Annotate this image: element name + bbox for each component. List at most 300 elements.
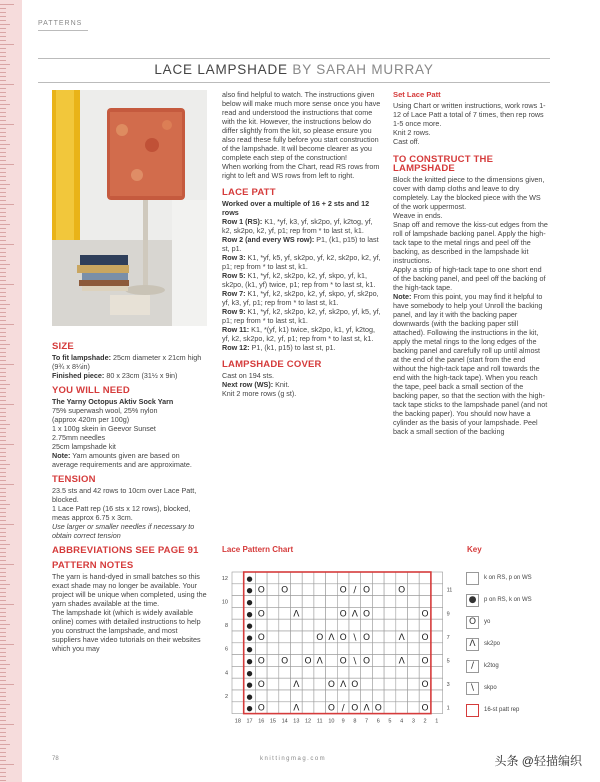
pattern-row: Row 7: K1, *yf, k2, sk2po, k2, yf, skpo, yf, sk2po, yf, k3, yf, p1; rep from * to last st, k1. bbox=[222, 289, 379, 307]
column-number: 14 bbox=[281, 718, 288, 725]
ruler-tick bbox=[0, 364, 14, 365]
pattern-rows bbox=[222, 217, 382, 352]
chart-cell bbox=[372, 596, 384, 608]
ruler-tick bbox=[0, 404, 14, 405]
ruler-tick bbox=[0, 696, 6, 697]
chart-cell bbox=[267, 607, 279, 619]
cover-text: Next row (WS): Knit. bbox=[222, 380, 290, 389]
watermark: 头条 @轻描编织 bbox=[494, 754, 582, 768]
ruler-tick bbox=[0, 408, 6, 409]
chart-symbol: O bbox=[421, 609, 429, 620]
lace-pattern-chart bbox=[218, 560, 463, 732]
cover-text: Cast on 194 sts. bbox=[222, 371, 274, 380]
ruler-tick bbox=[0, 664, 10, 665]
chart-symbol: Λ bbox=[351, 609, 358, 620]
ruler-tick bbox=[0, 572, 6, 573]
ruler-tick bbox=[0, 540, 6, 541]
chart-cell bbox=[408, 596, 420, 608]
chart-cell bbox=[384, 702, 396, 714]
ruler-tick bbox=[0, 560, 6, 561]
ruler-tick bbox=[0, 316, 6, 317]
need-line: 75% superwash wool, 25% nylon bbox=[52, 406, 158, 415]
ruler-tick bbox=[0, 740, 6, 741]
chart-cell bbox=[349, 690, 361, 702]
chart-cell bbox=[302, 572, 314, 584]
pattern-row: Row 2 (and every WS row): P1, (k1, p15) to last st, p1. bbox=[222, 235, 379, 253]
column-number: 6 bbox=[376, 718, 380, 725]
chart-cell bbox=[337, 596, 349, 608]
chart-symbol: ● bbox=[246, 657, 253, 666]
chart-cell bbox=[384, 690, 396, 702]
ruler-tick bbox=[0, 104, 10, 105]
chart-cell bbox=[232, 584, 244, 596]
chart-cell bbox=[279, 631, 291, 643]
chart-cell bbox=[372, 584, 384, 596]
pattern-row: Row 9: K1, *yf, k2, sk2po, k2, yf, sk2po, yf, k5, yf, p1; rep from * to last st, k1. bbox=[222, 307, 381, 325]
key-label: sk2po bbox=[484, 641, 501, 647]
ruler-tick bbox=[0, 580, 6, 581]
chart-cell bbox=[349, 666, 361, 678]
ruler-tick bbox=[0, 660, 6, 661]
chart-cell bbox=[267, 596, 279, 608]
chart-cell bbox=[279, 596, 291, 608]
ruler-tick bbox=[0, 196, 6, 197]
ruler-tick bbox=[0, 180, 6, 181]
size-heading: SIZE bbox=[52, 341, 74, 352]
ruler-tick bbox=[0, 744, 10, 745]
chart-symbol: ● bbox=[246, 645, 253, 654]
chart-cell bbox=[419, 596, 431, 608]
chart-cell bbox=[372, 607, 384, 619]
chart-cell bbox=[279, 572, 291, 584]
ruler-tick bbox=[0, 520, 6, 521]
chart-symbol: Λ bbox=[398, 632, 405, 643]
ruler-tick bbox=[0, 676, 6, 677]
ruler-tick bbox=[0, 256, 6, 257]
chart-symbol: ● bbox=[246, 586, 253, 595]
chart-title: Lace Pattern Chart bbox=[222, 545, 294, 554]
column-number: 11 bbox=[316, 718, 323, 725]
chart-cell bbox=[408, 655, 420, 667]
key-symbol bbox=[466, 572, 479, 585]
ruler-tick bbox=[0, 452, 6, 453]
pattern-row: Row 3: K1, *yf, k5, yf, sk2po, yf, k2, sk2po, k2, yf, p1; rep from * to last st, k1. bbox=[222, 253, 381, 271]
pattern-row: Row 12: P1, (k1, p15) to last st, p1. bbox=[222, 343, 336, 352]
lace-patt-subheading: Worked over a multiple of 16 + 2 sts and 12 rows bbox=[222, 199, 370, 217]
chart-symbol: O bbox=[421, 656, 429, 667]
chart-cell bbox=[267, 619, 279, 631]
need-line: (approx 420m per 100g) bbox=[52, 415, 130, 424]
chart-cell bbox=[384, 655, 396, 667]
ruler-tick bbox=[0, 588, 6, 589]
chart-cell bbox=[255, 666, 267, 678]
key-item bbox=[466, 616, 576, 630]
ruler-tick bbox=[0, 296, 6, 297]
chart-cell bbox=[232, 655, 244, 667]
chart-cell bbox=[255, 690, 267, 702]
ruler-tick bbox=[0, 276, 6, 277]
ruler-tick bbox=[0, 96, 6, 97]
ruler-tick bbox=[0, 564, 14, 565]
chart-cell bbox=[279, 619, 291, 631]
chart-cell bbox=[349, 572, 361, 584]
ruler-tick bbox=[0, 428, 6, 429]
lampshade-photo bbox=[52, 90, 207, 326]
chart-cell bbox=[431, 607, 443, 619]
ruler-tick bbox=[0, 504, 10, 505]
ruler-tick bbox=[0, 136, 6, 137]
ruler-tick bbox=[0, 236, 6, 237]
ruler-tick bbox=[0, 420, 6, 421]
ruler-tick bbox=[0, 732, 6, 733]
ruler-tick bbox=[0, 576, 6, 577]
key-symbol: \ bbox=[466, 682, 479, 695]
chart-symbol: Λ bbox=[293, 703, 300, 714]
page-title: LACE LAMPSHADE BY SARAH MURRAY bbox=[154, 62, 434, 77]
ruler-tick bbox=[0, 204, 14, 205]
chart-cell bbox=[408, 666, 420, 678]
key-item bbox=[466, 594, 576, 608]
chart-symbol: / bbox=[341, 703, 345, 714]
chart-cell bbox=[291, 596, 303, 608]
ruler-tick bbox=[0, 224, 10, 225]
chart-cell bbox=[408, 631, 420, 643]
ruler-tick bbox=[0, 172, 6, 173]
ruler-tick bbox=[0, 64, 10, 65]
chart-cell bbox=[326, 584, 338, 596]
chart-cell bbox=[337, 643, 349, 655]
ruler-tick bbox=[0, 176, 6, 177]
chart-cell bbox=[267, 584, 279, 596]
chart-symbol: ● bbox=[246, 692, 253, 701]
pattern-notes-heading: PATTERN NOTES bbox=[52, 560, 134, 571]
chart-cell bbox=[384, 678, 396, 690]
chart-cell bbox=[302, 619, 314, 631]
key-label: skpo bbox=[484, 685, 497, 691]
ruler-tick bbox=[0, 760, 6, 761]
chart-cell bbox=[349, 619, 361, 631]
ruler-tick bbox=[0, 308, 6, 309]
ruler-tick bbox=[0, 468, 6, 469]
chart-symbol: O bbox=[421, 632, 429, 643]
chart-symbol: O bbox=[351, 703, 359, 714]
construct-text: Apply a strip of high-tack tape to one short end of the backing panel, and peel off the backing of the high-tack tape. bbox=[393, 265, 546, 292]
need-line: 2.75mm needles bbox=[52, 433, 106, 442]
chart-cell bbox=[419, 643, 431, 655]
chart-symbol: O bbox=[257, 609, 265, 620]
ruler-tick bbox=[0, 524, 14, 525]
key-symbol: / bbox=[466, 660, 479, 673]
ruler-tick bbox=[0, 280, 6, 281]
ruler-tick bbox=[0, 752, 6, 753]
ruler-tick bbox=[0, 300, 6, 301]
chart-cell bbox=[279, 666, 291, 678]
ruler-tick bbox=[0, 780, 6, 781]
construct-note: Note: From this point, you may find it helpful to have somebody to help you! Unroll the backing panel, and lay it with the backing paper downwards (with the backing paper still attached). Following the instructions in the kit, apply the metal rings to the long edges of the backing panel and carefully roll up until almost at the end of the panel (start from the end without the high-tack tape and roll towards the end with the high-tack tape). When you reach the tape, peel back a small section of the backing paper, so that the section with the high-tack tape sticks to the lampshade panel (and not the backing paper). You should now have a cylinder as the basis of your lampshade. Peel back a small section of the backing bbox=[393, 292, 548, 436]
chart-cell bbox=[232, 572, 244, 584]
ruler-tick bbox=[0, 448, 6, 449]
ruler-tick bbox=[0, 748, 6, 749]
ruler-tick bbox=[0, 88, 6, 89]
intro-text-2: When working from the Chart, read RS rows from right to left and WS rows from left to right. bbox=[222, 162, 380, 180]
ruler-tick bbox=[0, 252, 6, 253]
ruler-tick bbox=[0, 124, 14, 125]
pattern-row: Row 1 (RS): K1, *yf, k3, yf, sk2po, yf, k2tog, yf, k2, sk2po, k2, yf, p1; rep from * to last st, k1. bbox=[222, 217, 373, 235]
ruler-tick bbox=[0, 332, 6, 333]
ruler-tick bbox=[0, 352, 6, 353]
need-line: 25cm lampshade kit bbox=[52, 442, 116, 451]
ruler-tick bbox=[0, 60, 6, 61]
chart-cell bbox=[302, 596, 314, 608]
ruler-tick bbox=[0, 556, 6, 557]
need-yarn: The Yarny Octopus Aktiv Sock Yarn bbox=[52, 397, 174, 406]
ruler-tick bbox=[0, 380, 6, 381]
ruler-tick bbox=[0, 12, 6, 13]
ruler-tick bbox=[0, 132, 6, 133]
chart-cell bbox=[302, 690, 314, 702]
chart-cell bbox=[267, 690, 279, 702]
ruler-tick bbox=[0, 728, 6, 729]
ruler-tick bbox=[0, 608, 6, 609]
chart-cell bbox=[361, 596, 373, 608]
chart-cell bbox=[337, 572, 349, 584]
ruler-tick bbox=[0, 356, 6, 357]
chart-cell bbox=[326, 666, 338, 678]
left-column bbox=[52, 336, 207, 653]
chart-cell bbox=[337, 690, 349, 702]
chart-cell bbox=[372, 655, 384, 667]
ruler-tick bbox=[0, 396, 6, 397]
ruler-tick bbox=[0, 328, 6, 329]
ruler-tick bbox=[0, 680, 6, 681]
chart-symbol: Λ bbox=[363, 703, 370, 714]
tension-heading: TENSION bbox=[52, 474, 96, 485]
chart-cell bbox=[408, 643, 420, 655]
chart-cell bbox=[302, 607, 314, 619]
chart-cell bbox=[408, 584, 420, 596]
chart-symbol: O bbox=[421, 703, 429, 714]
chart-symbol: O bbox=[257, 585, 265, 596]
tape-measure-ruler bbox=[0, 0, 22, 782]
key-label: 16-st patt rep bbox=[484, 707, 520, 713]
row-number-right: 9 bbox=[446, 611, 450, 618]
ruler-tick bbox=[0, 4, 14, 5]
chart-cell bbox=[314, 596, 326, 608]
chart-symbol: ● bbox=[246, 574, 253, 583]
chart-symbol: O bbox=[257, 703, 265, 714]
chart-cell bbox=[384, 572, 396, 584]
column-number: 8 bbox=[353, 718, 357, 725]
ruler-tick bbox=[0, 388, 6, 389]
set-lace-text: Knit 2 rows. bbox=[393, 128, 431, 137]
column-number: 2 bbox=[423, 718, 427, 725]
ruler-tick bbox=[0, 624, 10, 625]
chart-cell bbox=[431, 584, 443, 596]
key-label: yo bbox=[484, 619, 491, 625]
chart-cell bbox=[396, 678, 408, 690]
ruler-tick bbox=[0, 212, 6, 213]
chart-cell bbox=[314, 702, 326, 714]
tension-note: Use larger or smaller needles if necessary to obtain correct tension bbox=[52, 522, 195, 540]
ruler-tick bbox=[0, 32, 6, 33]
chart-cell bbox=[349, 643, 361, 655]
chart-symbol: Λ bbox=[340, 680, 347, 691]
ruler-tick bbox=[0, 144, 10, 145]
chart-cell bbox=[291, 584, 303, 596]
ruler-tick bbox=[0, 536, 6, 537]
ruler-tick bbox=[0, 508, 6, 509]
ruler-tick bbox=[0, 200, 6, 201]
chart-symbol: \ bbox=[353, 656, 357, 667]
ruler-tick bbox=[0, 532, 6, 533]
ruler-tick bbox=[0, 140, 6, 141]
ruler-tick bbox=[0, 436, 6, 437]
chart-cell bbox=[361, 666, 373, 678]
ruler-tick bbox=[0, 44, 14, 45]
chart-cell bbox=[431, 678, 443, 690]
chart-cell bbox=[431, 643, 443, 655]
chart-cell bbox=[326, 643, 338, 655]
ruler-tick bbox=[0, 220, 6, 221]
chart-symbol: O bbox=[398, 585, 406, 596]
ruler-tick bbox=[0, 56, 6, 57]
chart-symbol: O bbox=[374, 703, 382, 714]
ruler-tick bbox=[0, 544, 10, 545]
chart-symbol: O bbox=[316, 632, 324, 643]
column-number: 16 bbox=[258, 718, 265, 725]
ruler-tick bbox=[0, 444, 14, 445]
right-column bbox=[393, 90, 548, 436]
tension-text: 23.5 sts and 42 rows to 10cm over Lace Patt, blocked. bbox=[52, 486, 197, 504]
key-label: p on RS, k on WS bbox=[484, 597, 532, 603]
chart-cell bbox=[431, 619, 443, 631]
column-number: 9 bbox=[341, 718, 345, 725]
chart-symbol: O bbox=[421, 680, 429, 691]
ruler-tick bbox=[0, 584, 10, 585]
ruler-tick bbox=[0, 268, 6, 269]
chart-symbol: ● bbox=[246, 633, 253, 642]
ruler-tick bbox=[0, 480, 6, 481]
row-number-right: 5 bbox=[446, 658, 450, 665]
chart-cell bbox=[419, 584, 431, 596]
ruler-tick bbox=[0, 52, 6, 53]
ruler-tick bbox=[0, 288, 6, 289]
chart-cell bbox=[361, 678, 373, 690]
ruler-tick bbox=[0, 188, 6, 189]
chart-cell bbox=[302, 702, 314, 714]
ruler-tick bbox=[0, 756, 6, 757]
chart-symbol: ● bbox=[246, 598, 253, 607]
chart-cell bbox=[314, 643, 326, 655]
chart-cell bbox=[267, 702, 279, 714]
set-lace-text: Using Chart or written instructions, work rows 1-12 of Lace Patt a total of 7 times, then rep rows 1-5 once more. bbox=[393, 101, 546, 128]
chart-cell bbox=[372, 678, 384, 690]
ruler-tick bbox=[0, 712, 6, 713]
chart-cell bbox=[408, 619, 420, 631]
ruler-tick bbox=[0, 36, 6, 37]
section-tab: PATTERNS bbox=[38, 20, 88, 31]
chart-cell bbox=[302, 643, 314, 655]
ruler-tick bbox=[0, 344, 10, 345]
row-number-left: 10 bbox=[221, 599, 228, 606]
ruler-tick bbox=[0, 600, 6, 601]
ruler-tick bbox=[0, 336, 6, 337]
ruler-tick bbox=[0, 120, 6, 121]
ruler-tick bbox=[0, 416, 6, 417]
ruler-tick bbox=[0, 668, 6, 669]
ruler-tick bbox=[0, 488, 6, 489]
chart-cell bbox=[408, 678, 420, 690]
ruler-tick bbox=[0, 160, 6, 161]
pattern-row: Row 11: K1, *(yf, k1) twice, sk2po, k1, yf, k2tog, yf, k2, sk2po, k2, yf, p1; rep from * to last st, k1. bbox=[222, 325, 376, 343]
chart-cell bbox=[431, 690, 443, 702]
chart-cell bbox=[302, 584, 314, 596]
chart-cell bbox=[372, 666, 384, 678]
ruler-tick bbox=[0, 128, 6, 129]
chart-cell bbox=[408, 690, 420, 702]
column-number: 1 bbox=[435, 718, 439, 725]
cover-heading: LAMPSHADE COVER bbox=[222, 359, 322, 370]
column-number: 3 bbox=[411, 718, 415, 725]
ruler-tick bbox=[0, 724, 14, 725]
chart-cell bbox=[431, 702, 443, 714]
chart-symbol: O bbox=[339, 656, 347, 667]
ruler-tick bbox=[0, 772, 6, 773]
chart-cell bbox=[267, 572, 279, 584]
ruler-tick bbox=[0, 472, 6, 473]
ruler-tick bbox=[0, 76, 6, 77]
ruler-tick bbox=[0, 100, 6, 101]
chart-cell bbox=[431, 666, 443, 678]
ruler-tick bbox=[0, 20, 6, 21]
chart-symbol: O bbox=[363, 632, 371, 643]
ruler-tick bbox=[0, 500, 6, 501]
cover-text: Knit 2 more rows (g st). bbox=[222, 389, 297, 398]
chart-cell bbox=[291, 631, 303, 643]
ruler-tick bbox=[0, 648, 6, 649]
chart-cell bbox=[384, 619, 396, 631]
chart-cell bbox=[232, 666, 244, 678]
row-number-left: 2 bbox=[224, 693, 228, 700]
chart-cell bbox=[384, 643, 396, 655]
ruler-tick bbox=[0, 16, 6, 17]
row-number-left: 8 bbox=[224, 623, 228, 630]
ruler-tick bbox=[0, 632, 6, 633]
size-text-2: Finished piece: 80 x 23cm (31½ x 9in) bbox=[52, 371, 178, 380]
chart-cell bbox=[232, 690, 244, 702]
ruler-tick bbox=[0, 244, 14, 245]
chart-symbol: O bbox=[363, 656, 371, 667]
title-rule-top bbox=[38, 58, 550, 59]
ruler-tick bbox=[0, 320, 6, 321]
chart-cell bbox=[279, 607, 291, 619]
key-item bbox=[466, 704, 576, 718]
chart-cell bbox=[326, 572, 338, 584]
chart-cell bbox=[291, 619, 303, 631]
chart-cell bbox=[408, 572, 420, 584]
key-label: k2tog bbox=[484, 663, 499, 669]
chart-symbol: O bbox=[257, 632, 265, 643]
chart-symbol: O bbox=[257, 680, 265, 691]
key-symbol: ● bbox=[466, 594, 479, 607]
chart-cell bbox=[326, 596, 338, 608]
pattern-row: Row 5: K1, *yf, k2, sk2po, k2, yf, skpo, yf, k1, sk2po, (k1, yf) twice, p1; rep from * to last st, k1. bbox=[222, 271, 376, 289]
page-number: 78 bbox=[52, 756, 59, 762]
lace-patt-heading: LACE PATT bbox=[222, 187, 276, 198]
chart-cell bbox=[419, 572, 431, 584]
row-number-left: 6 bbox=[224, 646, 228, 653]
ruler-tick bbox=[0, 372, 6, 373]
